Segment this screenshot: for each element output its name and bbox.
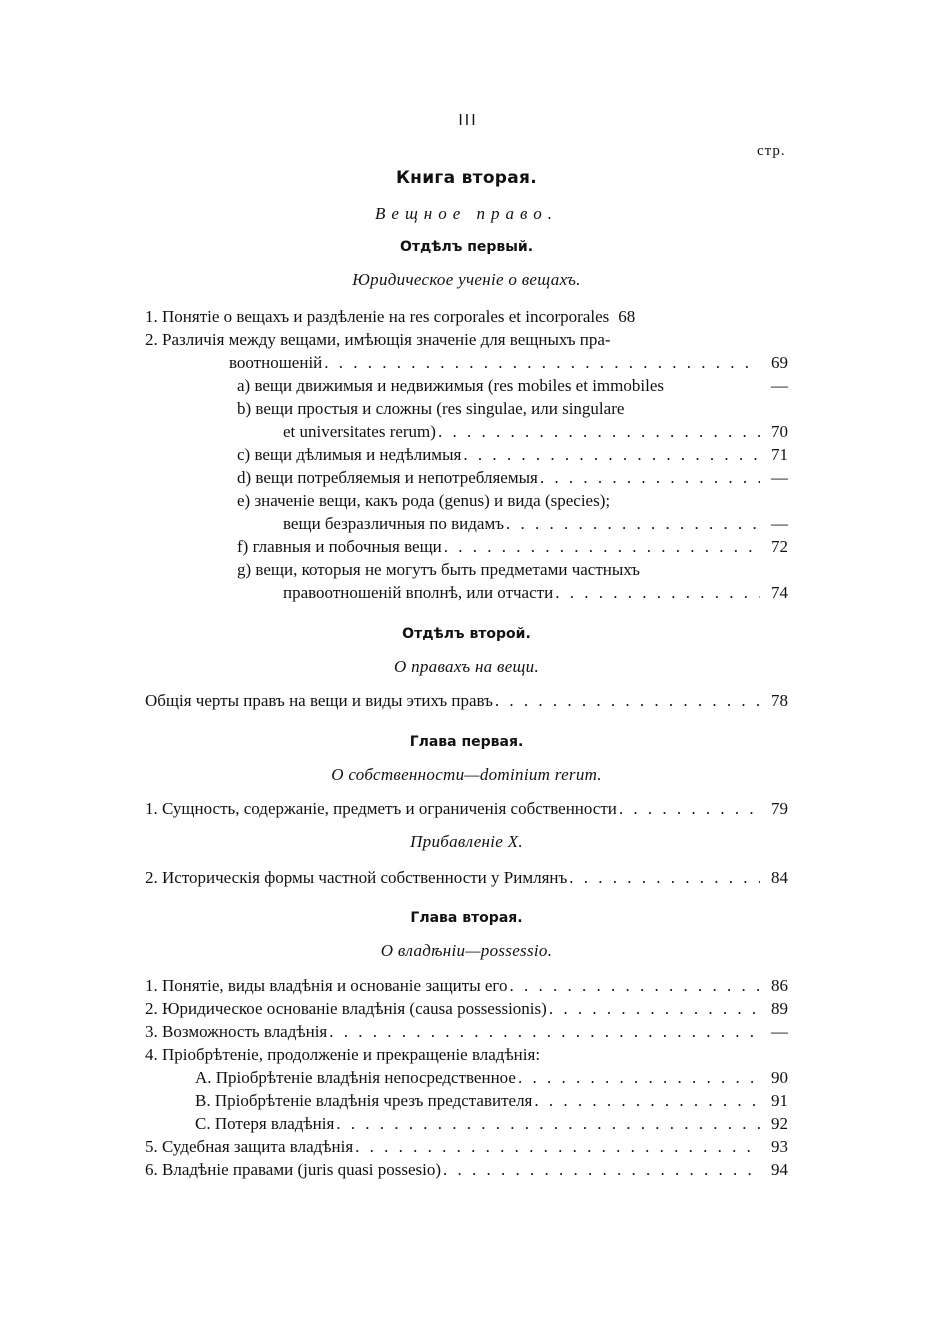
toc-entry-text: правоотношеній вполнѣ, или отчасти: [283, 583, 554, 602]
toc-entry-text: 3. Возможность владѣнія: [145, 1022, 328, 1041]
toc-entry-text: 1. Понятіе о вещахъ и раздѣленіе на res corporales et incorporales: [145, 307, 610, 326]
toc-entry-text: 5. Судебная защита владѣнія: [145, 1137, 354, 1156]
toc-entry-text: g) вещи, которыя не могутъ быть предметами частныхъ: [237, 560, 640, 579]
toc-entry: [237, 443, 788, 466]
toc-entry: [145, 997, 788, 1020]
toc-entry-page: 79: [771, 799, 788, 818]
toc-entry-page: 92: [771, 1114, 788, 1133]
toc-entry-text: d) вещи потребляемыя и непотребляемыя: [237, 468, 538, 487]
toc-entry-text: e) значеніе вещи, какъ рода (genus) и вида (species);: [237, 491, 611, 510]
toc-entry-text: b) вещи простыя и сложны (res singulae, или singulare: [237, 399, 625, 418]
toc-entry: [195, 1112, 788, 1135]
toc-entry: [145, 797, 788, 820]
book-subtitle: Вещное право.: [375, 204, 558, 223]
toc-entry: [145, 1020, 788, 1043]
leader-dots: [461, 443, 760, 466]
toc-entry-text: воотношеній: [229, 353, 323, 372]
leader-dots: [441, 1158, 760, 1181]
leader-dots: [442, 535, 760, 558]
toc-entry-page: 74: [771, 583, 788, 602]
toc-entry-text: 2. Историческія формы частной собственности у Римлянъ: [145, 868, 568, 887]
appendix-title: Прибавленіе X.: [410, 832, 523, 851]
toc-entry-page: —: [771, 1022, 788, 1041]
leader-dots: [504, 512, 760, 535]
toc-entry: [237, 466, 788, 489]
leader-dots: [334, 1112, 760, 1135]
toc-entry-text: 1. Сущность, содержаніе, предметъ и ограниченія собственности: [145, 799, 617, 818]
toc-entry-page: 68: [618, 307, 636, 326]
toc-entry-page: 90: [771, 1068, 788, 1087]
toc-entry-page: 84: [771, 868, 788, 887]
toc-entry-page: —: [771, 376, 788, 395]
toc-entry: [283, 420, 788, 443]
book-title: Книга вторая.: [395, 168, 538, 188]
toc-entry-text: c) вещи дѣлимыя и недѣлимыя: [237, 445, 462, 464]
toc-entry-text: 2. Юридическое основаніе владѣнія (causa possessionis): [145, 999, 547, 1018]
page-column-label: стр.: [757, 143, 786, 159]
toc-entry-text: 6. Владѣніе правами (juris quasi possesio): [145, 1160, 442, 1179]
toc-entry-page: 89: [771, 999, 788, 1018]
toc-entry: [145, 305, 788, 328]
toc-entry: [145, 866, 788, 889]
leader-dots: [538, 466, 760, 489]
toc-entry-text: a) вещи движимыя и недвижимыя (res mobiles et immobiles: [237, 376, 664, 395]
chapter-title: Глава вторая.: [410, 910, 523, 926]
leader-dots: [516, 1066, 760, 1089]
toc-entry-page: —: [771, 514, 788, 533]
toc-entry: [145, 689, 788, 712]
toc-entry-page: 72: [771, 537, 788, 556]
toc-entry-text: 2. Различія между вещами, имѣющія значеніе для вещныхъ пра-: [145, 330, 611, 349]
chapter-title: Глава первая.: [409, 734, 524, 750]
page-number: III: [458, 111, 478, 129]
leader-dots: [617, 797, 760, 820]
toc-entry: [145, 974, 788, 997]
toc-entry-page: 71: [771, 445, 788, 464]
leader-dots: [553, 581, 760, 604]
leader-dots: [547, 997, 760, 1020]
toc-entry-text: 1. Понятіе, виды владѣнія и основаніе защиты его: [145, 976, 508, 995]
toc-entry: [283, 512, 788, 535]
toc-entry-page: 78: [771, 691, 788, 710]
toc-entry: [283, 581, 788, 604]
leader-dots: [327, 1020, 760, 1043]
toc-entry-page: 69: [771, 353, 788, 372]
toc-entry-text: B. Пріобрѣтеніе владѣнія чрезъ представителя: [195, 1091, 533, 1110]
leader-dots: [436, 420, 760, 443]
toc-entry: [145, 1158, 788, 1181]
leader-dots: [567, 866, 760, 889]
section-subtitle: Юридическое ученіе о вещахъ.: [352, 270, 581, 289]
toc-entry: [237, 535, 788, 558]
toc-entry-text: f) главныя и побочныя вещи: [237, 537, 442, 556]
chapter-subtitle: О владѣніи—possessio.: [380, 941, 553, 960]
toc-entry-text: C. Потеря владѣнія: [195, 1114, 335, 1133]
leader-dots: [322, 351, 760, 374]
toc-entry-text: вещи безразличныя по видамъ: [283, 514, 504, 533]
toc-entry-page: 93: [771, 1137, 788, 1156]
toc-entry: [229, 351, 788, 374]
leader-dots: [507, 974, 760, 997]
leader-dots: [353, 1135, 760, 1158]
toc-entry-text: 4. Пріобрѣтеніе, продолженіе и прекращеніе владѣнія:: [145, 1045, 541, 1064]
toc-entry-page: 94: [771, 1160, 788, 1179]
toc-entry-text: A. Пріобрѣтеніе владѣнія непосредственное: [195, 1068, 516, 1087]
section-subtitle: О правахъ на вещи.: [393, 657, 540, 676]
toc-entry: [145, 1135, 788, 1158]
section-title: Отдѣлъ первый.: [399, 239, 534, 255]
toc-entry-page: 70: [771, 422, 788, 441]
toc-entry-page: 86: [771, 976, 788, 995]
toc-entry: [195, 1066, 788, 1089]
section-title: Отдѣлъ второй.: [402, 626, 531, 642]
toc-entry-page: —: [771, 468, 788, 487]
leader-dots: [532, 1089, 760, 1112]
toc-entry-text: et universitates rerum): [283, 422, 436, 441]
leader-dots: [493, 689, 760, 712]
toc-entry: [237, 374, 788, 397]
toc-entry-page: 91: [771, 1091, 788, 1110]
toc-entry-text: Общія черты правъ на вещи и виды этихъ правъ: [145, 691, 493, 710]
toc-entry: [195, 1089, 788, 1112]
chapter-subtitle: О собственности—dominium rerum.: [331, 765, 602, 784]
